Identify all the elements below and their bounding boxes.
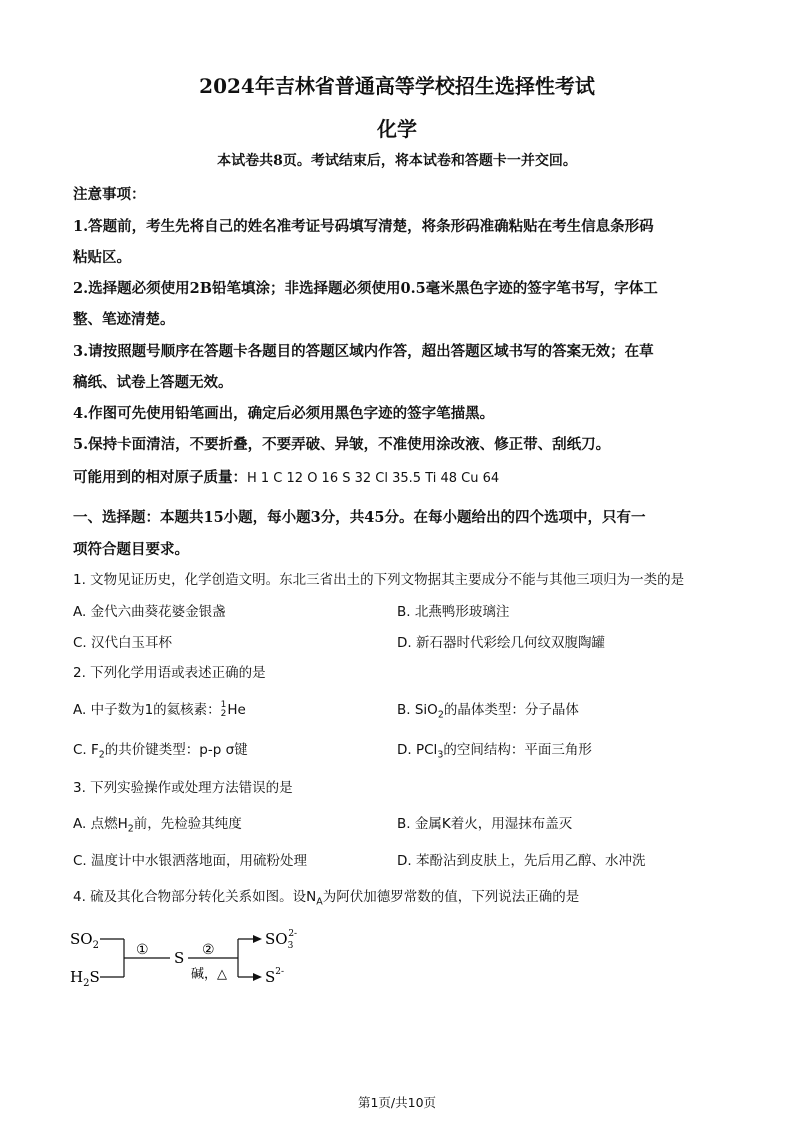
question-3-option-b: B. 金属K着火，用湿抹布盖灭 bbox=[397, 816, 573, 832]
section-heading-cont: 项符合题目要求。 bbox=[73, 541, 189, 558]
question-4-stem bbox=[73, 885, 579, 908]
sulfur-conversion-diagram bbox=[66, 924, 316, 994]
nuclide-indices bbox=[221, 701, 227, 719]
arrowhead bbox=[253, 973, 262, 981]
question-2-option-c bbox=[73, 738, 248, 761]
question-3-option-d: D. 苯酚沾到皮肤上，先后用乙醇、水冲洗 bbox=[397, 853, 646, 869]
note-line: 稿纸、试卷上答题无效。 bbox=[73, 374, 233, 391]
formula: F bbox=[91, 742, 99, 758]
question-1-option-c: C. 汉代白玉耳杯 bbox=[73, 635, 173, 651]
step-1-label: ① bbox=[136, 942, 149, 958]
option-text: 的共价键类型：p-p σ键 bbox=[104, 742, 248, 758]
note-line: 1.答题前，考生先将自己的姓名准考证号码填写清楚，将条形码准确粘贴在考生信息条形码 bbox=[73, 218, 654, 235]
option-text: D. bbox=[397, 742, 416, 758]
question-1-stem: 1. 文物见证历史，化学创造文明。东北三省出土的下列文物据其主要成分不能与其他三项归为一类的是 bbox=[73, 572, 685, 588]
exam-intro: 本试卷共8页。考试结束后，将本试卷和答题卡一并交回。 bbox=[217, 153, 577, 169]
arrowhead bbox=[253, 935, 262, 943]
question-3-stem: 3. 下列实验操作或处理方法错误的是 bbox=[73, 780, 293, 796]
note-line: 5.保持卡面清洁，不要折叠，不要弄破、异皱，不准使用涂改液、修正带、刮纸刀。 bbox=[73, 436, 611, 453]
question-1-option-b: B. 北燕鸭形玻璃注 bbox=[397, 604, 510, 620]
note-line: 3.请按照题号顺序在答题卡各题目的答题区域内作答，超出答题区域书写的答案无效；在草 bbox=[73, 343, 654, 360]
option-text: 的空间结构：平面三角形 bbox=[443, 742, 592, 758]
option-text: C. bbox=[73, 742, 92, 758]
sulfur-label: S bbox=[174, 949, 185, 967]
question-2-option-d bbox=[397, 738, 592, 761]
option-text: A. 点燃 bbox=[73, 816, 118, 832]
note-line: 2.选择题必须使用2B铅笔填涂；非选择题必须使用0.5毫米黑色字迹的签字笔书写，字体工 bbox=[73, 280, 658, 297]
condition-label: 碱，△ bbox=[191, 967, 227, 982]
stem-text: 4. 硫及其化合物部分转化关系如图。设 bbox=[73, 889, 307, 905]
option-text: B. bbox=[397, 702, 415, 718]
option-text: 前，先检验其纯度 bbox=[133, 816, 242, 832]
avogadro-symbol: N bbox=[306, 889, 317, 905]
sulfite-label: $SO_32-$ bbox=[265, 929, 298, 951]
formula: SiO bbox=[414, 702, 438, 718]
formula-subscript: 3 bbox=[437, 749, 444, 761]
sulfide-label: $S^{2-}$ bbox=[265, 967, 285, 986]
exam-title: 2024年吉林省普通高等学校招生选择性考试 bbox=[199, 74, 595, 98]
step-2-label: ② bbox=[202, 942, 215, 958]
question-2-option-b bbox=[397, 698, 579, 721]
formula: H bbox=[117, 816, 128, 832]
formula-subscript: 2 bbox=[127, 823, 134, 835]
so2-label: $SO_2$ bbox=[70, 930, 99, 951]
atomic-number: 2 bbox=[220, 709, 227, 719]
section-heading: 一、选择题：本题共15小题，每小题3分，共45分。在每小题给出的四个选项中，只有一 bbox=[73, 509, 646, 526]
note-line: 整、笔迹清楚。 bbox=[73, 311, 175, 328]
option-text: A. 中子数为1的氦核素： bbox=[73, 702, 221, 718]
formula: PCl bbox=[415, 742, 438, 758]
atomic-masses-values: H 1 C 12 O 16 S 32 Cl 35.5 Ti 48 Cu 64 bbox=[247, 471, 500, 486]
stem-text: 为阿伏加德罗常数的值，下列说法正确的是 bbox=[322, 889, 580, 905]
notes-heading: 注意事项： bbox=[73, 186, 146, 203]
mass-number: 1 bbox=[220, 700, 227, 710]
formula-subscript: 2 bbox=[437, 709, 444, 721]
atomic-masses bbox=[73, 466, 499, 487]
question-2-stem: 2. 下列化学用语或表述正确的是 bbox=[73, 665, 266, 681]
question-2-option-a bbox=[73, 698, 246, 719]
page-footer: 第1页/共10页 bbox=[357, 1095, 437, 1110]
question-1-option-d: D. 新石器时代彩绘几何纹双腹陶罐 bbox=[397, 635, 605, 651]
question-3-option-c: C. 温度计中水银洒落地面，用硫粉处理 bbox=[73, 853, 308, 869]
exam-subject: 化学 bbox=[377, 117, 417, 141]
element-symbol: He bbox=[227, 702, 246, 718]
note-line: 粘贴区。 bbox=[73, 249, 131, 266]
option-text: 的晶体类型：分子晶体 bbox=[443, 702, 579, 718]
question-3-option-a bbox=[73, 812, 242, 835]
atomic-masses-label: 可能用到的相对原子质量： bbox=[73, 469, 247, 486]
avogadro-subscript: A bbox=[316, 896, 323, 908]
formula-subscript: 2 bbox=[98, 749, 105, 761]
note-line: 4.作图可先使用铅笔画出，确定后必须用黑色字迹的签字笔描黑。 bbox=[73, 405, 495, 422]
h2s-label: $H_2S$ bbox=[70, 968, 100, 989]
question-1-option-a: A. 金代六曲葵花婆金银盏 bbox=[73, 604, 226, 620]
